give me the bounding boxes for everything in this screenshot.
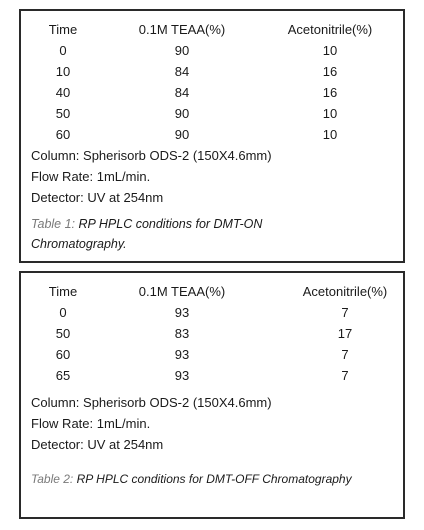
time-cell: 65 — [55, 368, 71, 383]
header-teaa: 0.1M TEAA(%) — [138, 22, 226, 37]
acetonitrile-cell: 16 — [322, 64, 338, 79]
caption-text-line-1: RP HPLC conditions for DMT-ON — [78, 217, 263, 231]
column-info: Column: Spherisorb ODS-2 (150X4.6mm) — [31, 148, 272, 163]
caption-label: Table 2: — [31, 472, 74, 486]
header-time: Time — [48, 284, 78, 299]
header-time: Time — [48, 22, 78, 37]
column-info: Column: Spherisorb ODS-2 (150X4.6mm) — [31, 395, 272, 410]
teaa-cell: 90 — [174, 43, 190, 58]
time-cell: 0 — [59, 43, 67, 58]
acetonitrile-cell: 7 — [341, 305, 349, 320]
teaa-cell: 83 — [174, 326, 190, 341]
teaa-cell: 93 — [174, 347, 190, 362]
caption-text: RP HPLC conditions for DMT-OFF Chromatography — [76, 472, 352, 486]
acetonitrile-cell: 10 — [322, 127, 338, 142]
time-cell: 50 — [55, 106, 71, 121]
flow-rate-info: Flow Rate: 1mL/min. — [31, 416, 151, 431]
header-acetonitrile: Acetonitrile(%) — [287, 22, 373, 37]
teaa-cell: 93 — [174, 305, 190, 320]
detector-info: Detector: UV at 254nm — [31, 437, 164, 452]
detector-info: Detector: UV at 254nm — [31, 190, 164, 205]
teaa-cell: 90 — [174, 127, 190, 142]
acetonitrile-cell: 16 — [322, 85, 338, 100]
teaa-cell: 93 — [174, 368, 190, 383]
acetonitrile-cell: 7 — [341, 368, 349, 383]
time-cell: 0 — [59, 305, 67, 320]
table-1-caption — [31, 214, 407, 254]
table-1-panel — [19, 9, 405, 263]
time-cell: 60 — [55, 127, 71, 142]
acetonitrile-cell: 10 — [322, 43, 338, 58]
teaa-cell: 84 — [174, 64, 190, 79]
header-acetonitrile: Acetonitrile(%) — [302, 284, 388, 299]
flow-rate-info: Flow Rate: 1mL/min. — [31, 169, 151, 184]
teaa-cell: 84 — [174, 85, 190, 100]
acetonitrile-cell: 17 — [337, 326, 353, 341]
acetonitrile-cell: 10 — [322, 106, 338, 121]
acetonitrile-cell: 7 — [341, 347, 349, 362]
header-teaa: 0.1M TEAA(%) — [138, 284, 226, 299]
time-cell: 40 — [55, 85, 71, 100]
time-cell: 60 — [55, 347, 71, 362]
teaa-cell: 90 — [174, 106, 190, 121]
table-2-caption — [31, 469, 407, 489]
caption-text-line-2: Chromatography. — [31, 237, 127, 251]
caption-label: Table 1: — [31, 217, 76, 231]
time-cell: 10 — [55, 64, 71, 79]
time-cell: 50 — [55, 326, 71, 341]
table-2-panel — [19, 271, 405, 519]
